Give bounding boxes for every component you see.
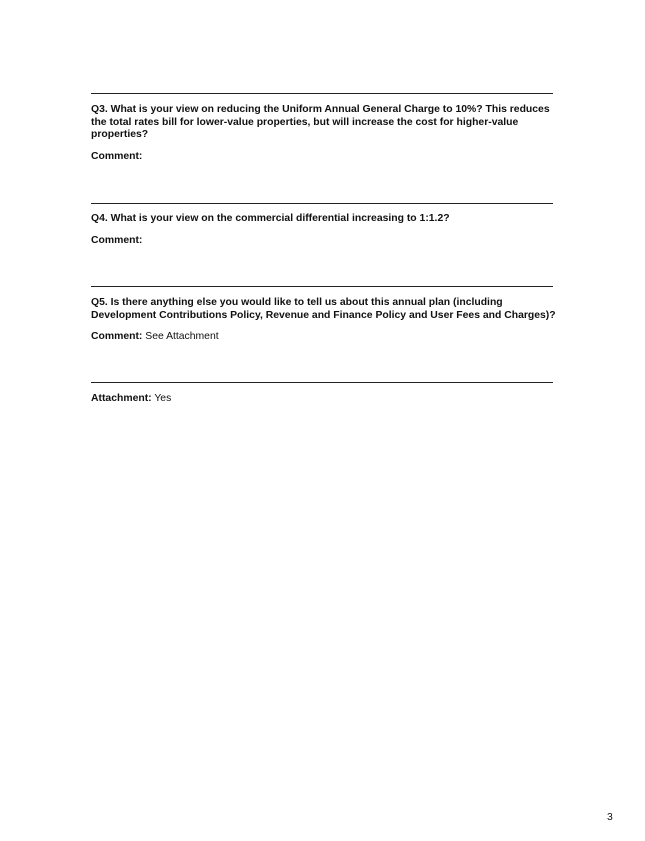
divider-rule [91, 93, 553, 94]
comment-label: Comment: [91, 331, 143, 342]
comment-label: Comment: [91, 151, 143, 162]
attachment-label: Attachment: [91, 393, 152, 404]
divider-rule [91, 286, 553, 287]
attachment-line [91, 393, 561, 406]
question-3-comment [91, 151, 561, 164]
comment-value: See Attachment [145, 331, 219, 342]
comment-label: Comment: [91, 235, 143, 246]
attachment-value: Yes [154, 393, 172, 404]
page-number: 3 [607, 812, 613, 823]
question-3-text: Q3. What is your view on reducing the Uniform Annual General Charge to 10%? This reduces the total rates bill for lower-value properties, but will increase the cost for higher-value properties? [91, 104, 550, 141]
divider-rule [91, 203, 553, 204]
question-5-text: Q5. Is there anything else you would like to tell us about this annual plan (including Development Contributions Policy, Revenue and Finance Policy and User Fees and Charges)? [91, 297, 556, 321]
question-4-comment [91, 235, 561, 248]
question-5-comment [91, 331, 561, 344]
question-4-text: Q4. What is your view on the commercial differential increasing to 1:1.2? [91, 213, 450, 224]
divider-rule [91, 382, 553, 383]
